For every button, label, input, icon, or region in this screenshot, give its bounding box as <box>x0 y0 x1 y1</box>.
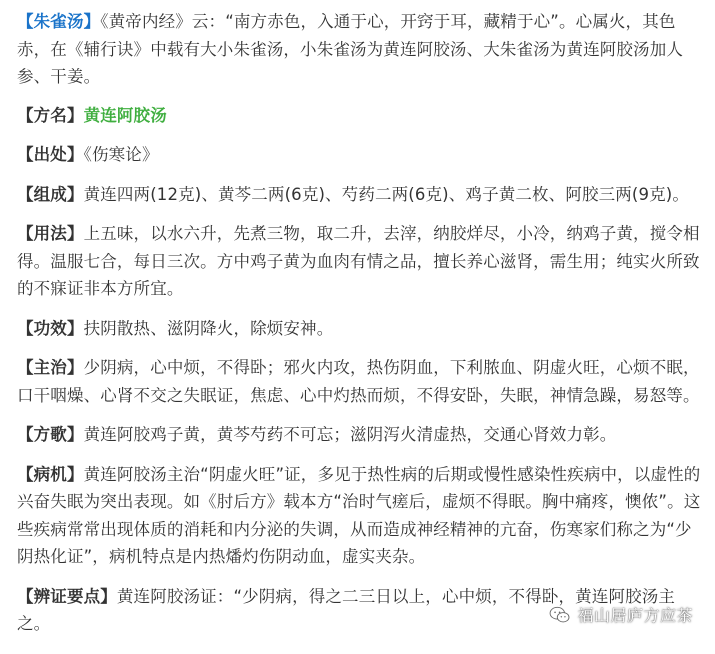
text-zhuzhi: 少阴病，心中烦，不得卧；邪火内攻，热伤阴血，下利脓血、阴虚火旺，心烦不眠，口干咽燥、心肾不交之失眠证，焦虑、心中灼热而烦，不得安卧，失眠，神情急躁，易怒等。 <box>17 358 700 405</box>
paragraph-fangming <box>17 102 702 130</box>
text-bianzheng: 黄连阿胶汤证：“少阴病，得之二三日以上，心中烦，不得卧，黄连阿胶汤主之。 <box>17 586 676 633</box>
label-zucheng: 【组成】 <box>17 184 84 204</box>
label-zhuzhi: 【主治】 <box>17 358 84 377</box>
label-bingji: 【病机】 <box>17 464 84 484</box>
paragraph-zhuzhi <box>17 354 702 409</box>
text-fangming: 黄连阿胶汤 <box>83 105 167 125</box>
label-gongxiao: 【功效】 <box>17 318 84 338</box>
paragraph-chuchu <box>17 141 702 169</box>
text-bingji: 黄连阿胶汤主治“阴虚火旺”证，多见于热性病的后期或慢性感染性疾病中，以虚性的兴奋失眠为突出表现。如《肘后方》载本方“治时气瘥后，虚烦不得眠。胸中痛疼，懊侬”。这些疾病常常出现体质的消耗和内分泌的失调，从而造成神经精神的亢奋，伤寒家们称之为“少阴热化证”，病机特点是内热燔灼伤阴动血，虚实夹杂。 <box>17 464 701 566</box>
text-zhuque-tang: 《黄帝内经》云：“南方赤色，入通于心，开窍于耳，藏精于心”。心属火，其色赤，在《辅行诀》中载有大小朱雀汤，小朱雀汤为黄连阿胶汤、大朱雀汤为黄连阿胶汤加人参、干姜。 <box>17 12 683 86</box>
text-zucheng: 黄连四两(12克)、黄芩二两(6克)、芍药二两(6克)、鸡子黄二枚、阿胶三两(9克)。 <box>83 184 690 204</box>
label-yongfa: 【用法】 <box>17 224 84 243</box>
label-fangming: 【方名】 <box>17 105 84 125</box>
text-gongxiao: 扶阴散热、滋阴降火，除烦安神。 <box>83 318 334 338</box>
wechat-icon <box>549 606 571 624</box>
label-chuchu: 【出处】 <box>17 145 84 164</box>
label-fangge: 【方歌】 <box>17 425 84 444</box>
paragraph-bingji <box>17 461 702 571</box>
watermark <box>549 603 693 626</box>
text-fangge: 黄连阿胶鸡子黄，黄芩芍药不可忘；滋阴泻火清虚热，交通心肾效力彰。 <box>83 425 617 444</box>
paragraph-yongfa <box>17 220 702 303</box>
paragraph-fangge <box>17 421 702 449</box>
paragraph-zucheng <box>17 181 702 209</box>
text-chuchu: 《伤寒论》 <box>83 145 159 164</box>
watermark-text: 福山居庐方应茶 <box>577 606 693 625</box>
article-body <box>17 8 702 650</box>
paragraph-gongxiao <box>17 315 702 343</box>
label-bianzheng: 【辨证要点】 <box>17 586 117 606</box>
text-yongfa: 上五味，以水六升，先煮三物，取二升，去滓，纳胶烊尽，小冷，纳鸡子黄，搅令相得。温服七合，每日三次。方中鸡子黄为血肉有情之品，擅长养心滋肾，需生用；纯实火所致的不寐证非本方所宜。 <box>17 224 700 298</box>
label-zhuque-tang: 【朱雀汤】 <box>17 12 101 31</box>
paragraph-zhuque-tang <box>17 8 702 91</box>
